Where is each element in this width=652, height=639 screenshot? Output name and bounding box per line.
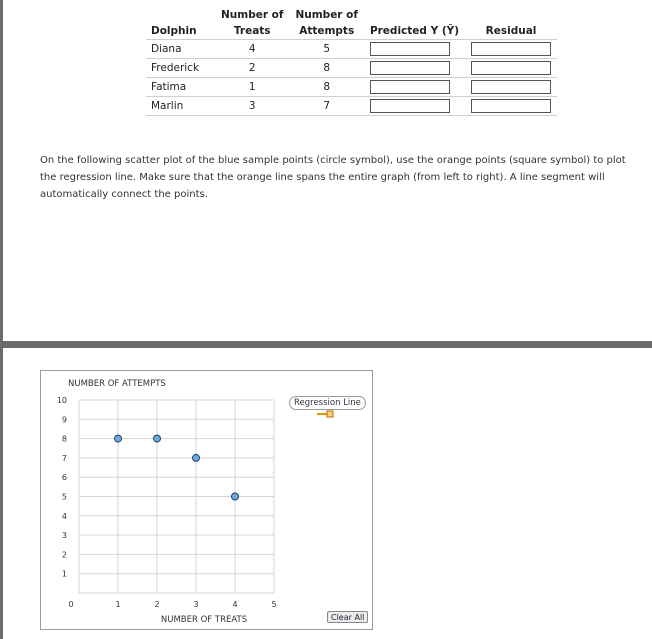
- cell-dolphin-name: Marlin: [146, 97, 215, 116]
- y-tick-label: 7: [61, 453, 67, 463]
- x-tick-label: 2: [154, 600, 160, 609]
- cell-predicted: [364, 59, 465, 78]
- table-row: [146, 40, 557, 59]
- sample-point: [115, 435, 122, 442]
- x-tick-label: 1: [115, 600, 121, 609]
- cell-attempts: 8: [289, 78, 363, 97]
- cell-residual: [465, 97, 557, 116]
- residual-input[interactable]: [471, 99, 551, 113]
- table-row: [146, 59, 557, 78]
- y-tick-label: 10: [56, 396, 67, 405]
- cell-dolphin-name: Diana: [146, 40, 215, 59]
- predicted-input[interactable]: [370, 42, 450, 56]
- data-table: [146, 3, 557, 116]
- header-predicted: Predicted Y (Ŷ): [369, 25, 460, 37]
- section-divider: [0, 341, 652, 348]
- residual-input[interactable]: [471, 42, 551, 56]
- cell-dolphin-name: Frederick: [146, 59, 215, 78]
- x-axis-label: NUMBER OF TREATS: [160, 615, 248, 625]
- predicted-input[interactable]: [370, 99, 450, 113]
- header-residual: Residual: [485, 25, 537, 37]
- cell-residual: [465, 78, 557, 97]
- cell-predicted: [364, 78, 465, 97]
- cell-treats: 4: [215, 40, 289, 59]
- cell-attempts: 7: [289, 97, 363, 116]
- cell-dolphin-name: Fatima: [146, 78, 215, 97]
- y-tick-label: 5: [61, 492, 67, 502]
- x-tick-label: 0: [68, 600, 74, 609]
- sample-point: [193, 454, 200, 461]
- sample-point: [154, 435, 161, 442]
- instructions-text: On the following scatter plot of the blue sample points (circle symbol), use the orange points (square symbol) to plot the regression line. Make sure that the orange line spans the entire graph (from left to right). A line segment will automatically connect the points.: [40, 155, 626, 200]
- y-tick-label: 2: [61, 550, 67, 560]
- header-treats: Number of Treats: [221, 9, 284, 37]
- cell-treats: 1: [215, 78, 289, 97]
- y-tick-label: 9: [61, 415, 67, 425]
- header-attempts: Number of Attempts: [295, 9, 358, 37]
- residual-input[interactable]: [471, 80, 551, 94]
- cell-residual: [465, 59, 557, 78]
- sample-point: [232, 493, 239, 500]
- clear-all-button[interactable]: Clear All: [327, 611, 368, 623]
- y-tick-label: 8: [61, 434, 67, 444]
- x-tick-label: 5: [271, 600, 277, 609]
- y-tick-label: 6: [61, 473, 67, 483]
- table-row: [146, 97, 557, 116]
- y-tick-label: 4: [61, 511, 67, 521]
- cell-attempts: 5: [289, 40, 363, 59]
- frame-left-border: [0, 0, 3, 639]
- header-dolphin: Dolphin: [151, 25, 197, 37]
- cell-predicted: [364, 40, 465, 59]
- cell-predicted: [364, 97, 465, 116]
- cell-residual: [465, 40, 557, 59]
- residual-input[interactable]: [471, 61, 551, 75]
- table-header-row: [146, 3, 557, 40]
- y-tick-label: 1: [61, 569, 67, 579]
- predicted-input[interactable]: [370, 61, 450, 75]
- predicted-input[interactable]: [370, 80, 450, 94]
- y-axis-label: NUMBER OF ATTEMPTS: [68, 379, 166, 389]
- regression-line-legend[interactable]: Regression Line: [289, 396, 366, 410]
- y-tick-label: 3: [61, 531, 67, 541]
- table-row: [146, 78, 557, 97]
- regression-line-icon[interactable]: [317, 409, 335, 419]
- x-tick-label: 4: [232, 600, 238, 609]
- cell-treats: 3: [215, 97, 289, 116]
- cell-treats: 2: [215, 59, 289, 78]
- cell-attempts: 8: [289, 59, 363, 78]
- x-tick-label: 3: [193, 600, 199, 609]
